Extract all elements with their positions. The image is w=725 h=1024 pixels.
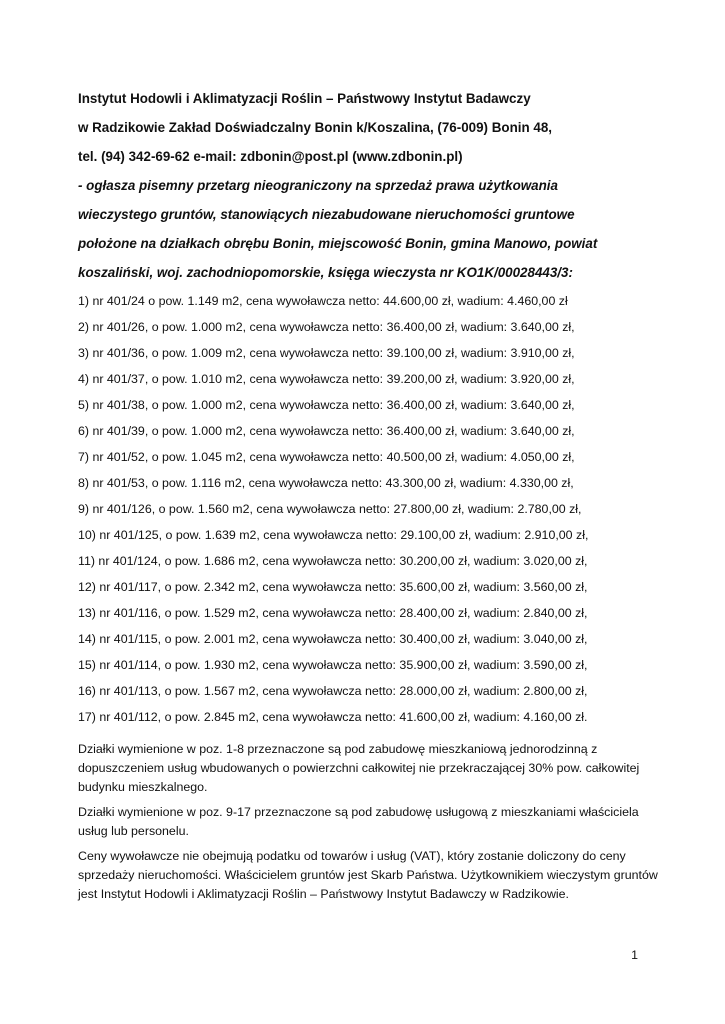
plot-list-item: 8) nr 401/53, o pow. 1.116 m2, cena wywoławcza netto: 43.300,00 zł, wadium: 4.330,00 zł, xyxy=(78,476,574,490)
terms-section xyxy=(78,740,668,910)
plot-list-item: 16) nr 401/113, o pow. 1.567 m2, cena wywoławcza netto: 28.000,00 zł, wadium: 2.800,00 zł, xyxy=(78,684,588,698)
plot-list xyxy=(78,288,668,730)
plot-list-item: 9) nr 401/126, o pow. 1.560 m2, cena wywoławcza netto: 27.800,00 zł, wadium: 2.780,00 zł, xyxy=(78,502,582,516)
tender-announcement-line-2: wieczystego gruntów, stanowiących niezabudowane nieruchomości gruntowe xyxy=(78,207,575,222)
plot-list-item: 4) nr 401/37, o pow. 1.010 m2, cena wywoławcza netto: 39.200,00 zł, wadium: 3.920,00 zł, xyxy=(78,372,575,386)
plot-list-item: 5) nr 401/38, o pow. 1.000 m2, cena wywoławcza netto: 36.400,00 zł, wadium: 3.640,00 zł, xyxy=(78,398,575,412)
plot-list-item: 12) nr 401/117, o pow. 2.342 m2, cena wywoławcza netto: 35.600,00 zł, wadium: 3.560,00 zł, xyxy=(78,580,588,594)
plot-list-item: 14) nr 401/115, o pow. 2.001 m2, cena wywoławcza netto: 30.400,00 zł, wadium: 3.040,00 zł, xyxy=(78,632,588,646)
institute-name-line: Instytut Hodowli i Aklimatyzacji Roślin – Państwowy Instytut Badawczy xyxy=(78,91,531,106)
announcement-header xyxy=(78,84,658,287)
zoning-residential-paragraph: Działki wymienione w poz. 1-8 przeznaczone są pod zabudowę mieszkaniową jednorodzinną z dopuszczeniem usług wbudowanych o powierzchni całkowitej nie przekraczającej 30% pow. całkowitej budynku mieszkalnego. xyxy=(78,742,640,794)
plot-list-item: 2) nr 401/26, o pow. 1.000 m2, cena wywoławcza netto: 36.400,00 zł, wadium: 3.640,00 zł, xyxy=(78,320,575,334)
tender-announcement-line-3: położone na działkach obrębu Bonin, miejscowość Bonin, gmina Manowo, powiat xyxy=(78,236,598,251)
plot-list-item: 3) nr 401/36, o pow. 1.009 m2, cena wywoławcza netto: 39.100,00 zł, wadium: 3.910,00 zł, xyxy=(78,346,575,360)
plot-list-item: 1) nr 401/24 o pow. 1.149 m2, cena wywoławcza netto: 44.600,00 zł, wadium: 4.460,00 zł xyxy=(78,294,568,308)
plot-list-item: 17) nr 401/112, o pow. 2.845 m2, cena wywoławcza netto: 41.600,00 zł, wadium: 4.160,00 zł. xyxy=(78,710,588,724)
institute-contact-line: tel. (94) 342-69-62 e-mail: zdbonin@post.pl (www.zdbonin.pl) xyxy=(78,149,463,164)
plot-list-item: 10) nr 401/125, o pow. 1.639 m2, cena wywoławcza netto: 29.100,00 zł, wadium: 2.910,00 zł, xyxy=(78,528,589,542)
plot-list-item: 13) nr 401/116, o pow. 1.529 m2, cena wywoławcza netto: 28.400,00 zł, wadium: 2.840,00 zł, xyxy=(78,606,588,620)
zoning-service-paragraph: Działki wymienione w poz. 9-17 przeznaczone są pod zabudowę usługową z mieszkaniami właściciela usług lub personelu. xyxy=(78,805,639,838)
institute-address-line: w Radzikowie Zakład Doświadczalny Bonin k/Koszalina, (76-009) Bonin 48, xyxy=(78,120,553,135)
plot-list-item: 6) nr 401/39, o pow. 1.000 m2, cena wywoławcza netto: 36.400,00 zł, wadium: 3.640,00 zł, xyxy=(78,424,575,438)
plot-list-item: 15) nr 401/114, o pow. 1.930 m2, cena wywoławcza netto: 35.900,00 zł, wadium: 3.590,00 zł, xyxy=(78,658,588,672)
tender-announcement-line-4: koszaliński, woj. zachodniopomorskie, księga wieczysta nr KO1K/00028443/3: xyxy=(78,265,573,280)
tender-announcement-line-1: - ogłasza pisemny przetarg nieograniczony na sprzedaż prawa użytkowania xyxy=(78,178,558,193)
plot-list-item: 7) nr 401/52, o pow. 1.045 m2, cena wywoławcza netto: 40.500,00 zł, wadium: 4.050,00 zł, xyxy=(78,450,575,464)
page-number: 1 xyxy=(631,948,638,962)
plot-list-item: 11) nr 401/124, o pow. 1.686 m2, cena wywoławcza netto: 30.200,00 zł, wadium: 3.020,00 zł, xyxy=(78,554,588,568)
vat-ownership-paragraph: Ceny wywoławcze nie obejmują podatku od towarów i usług (VAT), który zostanie doliczony do ceny sprzedaży nieruchomości. Właścicielem gruntów jest Skarb Państwa. Użytkownikiem wieczystym gruntów jest Instytut Hodowli i Aklimatyzacji Roślin – Państwowy Instytut Badawczy w Radzikowie. xyxy=(78,849,658,901)
